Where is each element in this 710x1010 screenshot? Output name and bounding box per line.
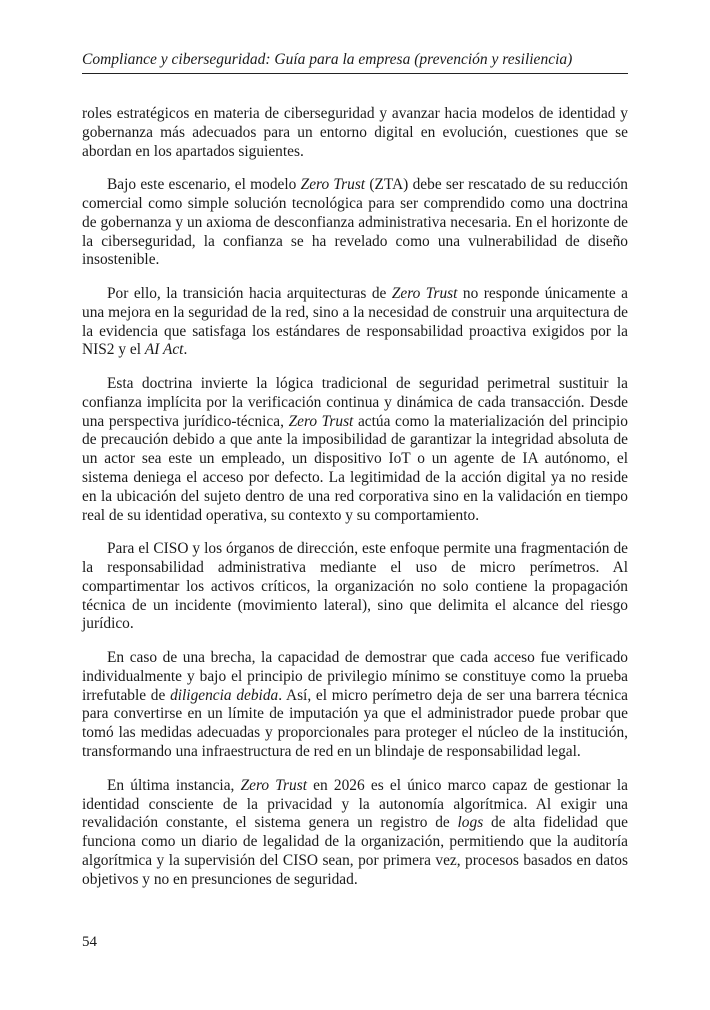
paragraph-6-text-1: En caso de una brecha, la capacidad de demostrar que cada acceso fue verificado individualmente y bajo el principio de privilegio mínimo se constituye como la prueba irrefutable de (82, 649, 628, 704)
paragraph-7-italic-zero-trust: Zero Trust (240, 776, 307, 794)
paragraph-5 (82, 540, 628, 634)
paragraph-7 (82, 777, 628, 890)
paragraph-1 (82, 105, 628, 161)
paragraph-4-italic-zero-trust: Zero Trust (288, 412, 354, 430)
paragraph-7-italic-logs: logs (457, 814, 484, 832)
paragraph-4-text-1: Esta doctrina invierte la lógica tradicional de seguridad perimetral sustituir la confianza implícita por la verificación continua y dinámica de cada transacción. Desde una perspectiva jurídico-técnica, (82, 375, 628, 430)
paragraph-1-text-1: roles estratégicos en materia de ciberseguridad y avanzar hacia modelos de identidad y gobernanza más adecuados para un entorno digital en evolución, cuestiones que se abordan en los apartados siguientes. (82, 105, 628, 160)
paragraph-2 (82, 176, 628, 270)
paragraph-5-text-1: Para el CISO y los órganos de dirección, este enfoque permite una fragmentación de la responsabilidad administrativa mediante el uso de micro perímetros. Al compartimentar los activos críticos, la organización no solo contiene la propagación técnica de un incidente (movimiento lateral), sino que delimita el alcance del riesgo jurídico. (82, 540, 628, 633)
paragraph-3-text-1: Por ello, la transición hacia arquitecturas de (107, 285, 392, 303)
paragraph-2-text-2: (ZTA) debe ser rescatado de su reducción comercial como simple solución tecnológica para ser comprendido como una doctrina de gobernanza y un axioma de desconfianza administrativa necesaria. En el horizonte de la ciberseguridad, la confianza se ha revelado como una vulnerabilidad de diseño insostenible. (82, 176, 628, 269)
paragraph-2-text-1: Bajo este escenario, el modelo (107, 176, 301, 194)
header-rule (82, 73, 628, 74)
paragraph-4 (82, 375, 628, 525)
paragraph-6 (82, 649, 628, 762)
paragraph-3-italic-zero-trust: Zero Trust (391, 285, 458, 303)
running-header: Compliance y ciberseguridad: Guía para la empresa (prevención y resiliencia) (82, 51, 573, 68)
paragraph-2-italic-zero-trust: Zero Trust (300, 176, 366, 194)
paragraph-3-text-2: no responde únicamente a una mejora en la seguridad de la red, sino a la necesidad de construir una arquitectura de la evidencia que satisfaga los estándares de responsabilidad proactiva exigidos por la NIS2 y el (82, 285, 628, 359)
paragraph-6-italic-diligencia: diligencia debida (170, 686, 279, 704)
paragraph-7-text-1: En última instancia, (107, 776, 241, 794)
paragraph-3 (82, 285, 628, 360)
paragraph-6-text-2: . Así, el micro perímetro deja de ser una barrera técnica para convertirse en un límite de imputación ya que el administrador puede probar que tomó las medidas adecuadas y proporcionales para proteger el núcleo de la institución, transformando una infraestructura de red en un blindaje de responsabilidad legal. (82, 686, 628, 760)
paragraph-7-text-3: de alta fidelidad que funciona como un diario de legalidad de la organización, permitiendo que la auditoría algorítmica y la supervisión del CISO sean, por primera vez, procesos basados en datos objetivos y no en presunciones de seguridad. (82, 814, 628, 888)
paragraph-4-text-2: actúa como la materialización del principio de precaución debido a que ante la imposibilidad de garantizar la integridad absoluta de un actor sea este un empleado, un dispositivo IoT o un agente de IA autónomo, el sistema deniega el acceso por defecto. La legitimidad de la acción digital ya no reside en la ubicación del sujeto dentro de una red corporativa sino en la validación en tiempo real de su identidad operativa, su contexto y su comportamiento. (82, 412, 629, 524)
paragraph-7-text-2: en 2026 es el único marco capaz de gestionar la identidad consciente de la privacidad y la autonomía algorítmica. Al exigir una revalidación constante, el sistema genera un registro de (82, 776, 628, 832)
page-number: 54 (82, 934, 97, 950)
paragraph-3-italic-ai-act: AI Act (144, 341, 184, 359)
paragraph-3-text-3: . (183, 341, 188, 359)
body-text (82, 105, 628, 904)
